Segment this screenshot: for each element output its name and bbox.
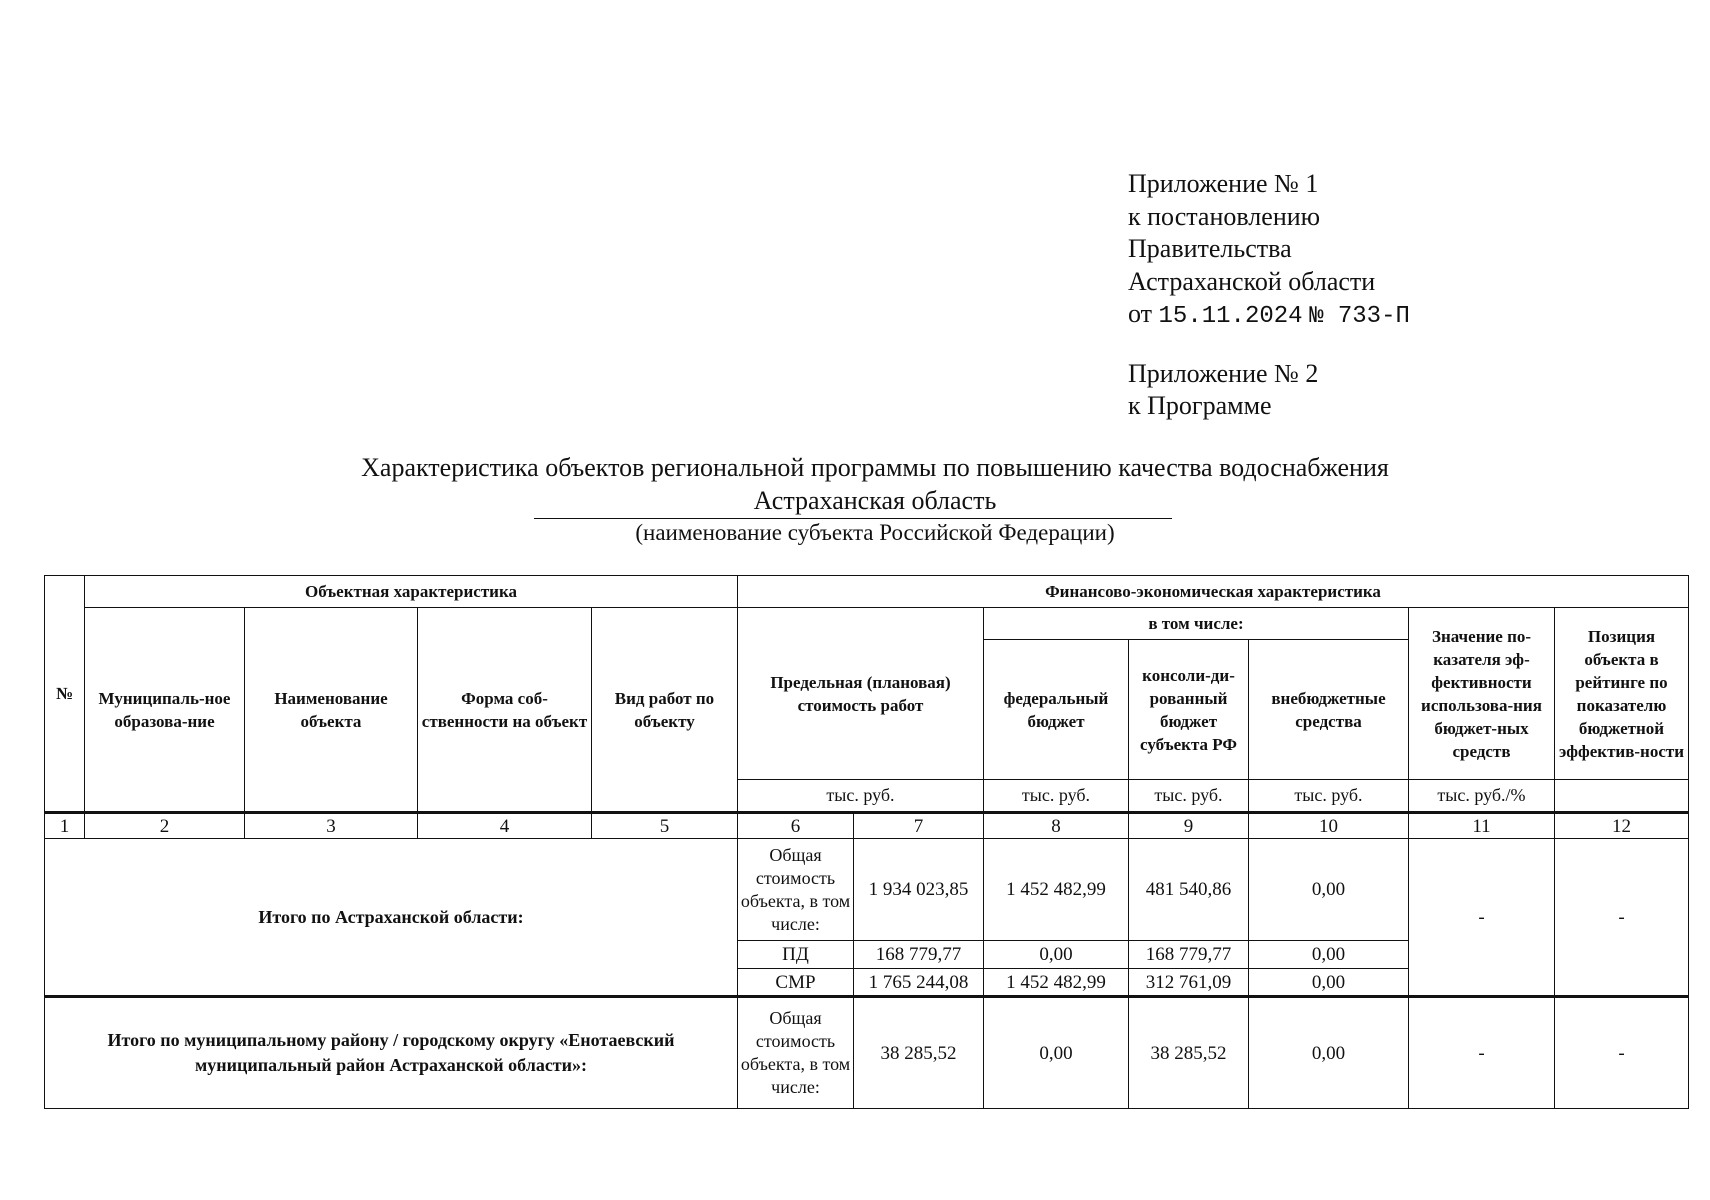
region-total-efficiency: - <box>1409 839 1555 997</box>
header-no: № <box>45 576 85 813</box>
column-number: 12 <box>1555 813 1689 839</box>
column-number: 1 <box>45 813 85 839</box>
header-efficiency: Значение по-казателя эф-фективности использова-ния бюджет-ных средств <box>1409 608 1555 780</box>
district-total-type: Общая стоимость объекта, в том числе: <box>738 997 854 1109</box>
unit-consolidated: тыс. руб. <box>1129 780 1249 813</box>
appendix2-line2: к Программе <box>1128 391 1272 420</box>
region-total-extrabudget: 0,00 <box>1249 839 1409 941</box>
column-number: 11 <box>1409 813 1555 839</box>
district-total-federal: 0,00 <box>984 997 1129 1109</box>
region-total-type: Общая стоимость объекта, в том числе: <box>738 839 854 941</box>
region-smr-type: СМР <box>738 969 854 997</box>
header-consolidated: консоли-ди-рованный бюджет субъекта РФ <box>1129 640 1249 780</box>
region-total-rating: - <box>1555 839 1689 997</box>
column-number: 8 <box>984 813 1129 839</box>
district-total-efficiency: - <box>1409 997 1555 1109</box>
region-smr-extrabudget: 0,00 <box>1249 969 1409 997</box>
document-title: Характеристика объектов региональной программы по повышению качества водоснабжения <box>361 453 1389 482</box>
appendix1-line1: Приложение № 1 <box>1128 169 1319 198</box>
unit-cost: тыс. руб. <box>738 780 984 813</box>
unit-efficiency: тыс. руб./% <box>1409 780 1555 813</box>
appendix1-line4: Астраханской области <box>1128 266 1376 296</box>
region-caption: (наименование субъекта Российской Федерации) <box>635 520 1115 545</box>
objects-table <box>44 575 1689 1109</box>
region-total-label: Итого по Астраханской области: <box>45 839 738 997</box>
appendix2-line1: Приложение № 2 <box>1128 358 1319 388</box>
district-total-extrabudget: 0,00 <box>1249 997 1409 1109</box>
appendix1-date-line <box>1128 298 1410 334</box>
date-prefix: от <box>1128 299 1153 328</box>
column-number: 6 <box>738 813 854 839</box>
header-finance-group: Финансово-экономическая характеристика <box>738 576 1689 608</box>
resolution-number: № 733-П <box>1309 303 1410 330</box>
header-ownership: Форма соб-ственности на объект <box>418 608 592 813</box>
region-total-consolidated: 481 540,86 <box>1129 839 1249 941</box>
column-number: 7 <box>854 813 984 839</box>
region-underline <box>534 518 1172 519</box>
region-pd-consolidated: 168 779,77 <box>1129 941 1249 969</box>
unit-extrabudget: тыс. руб. <box>1249 780 1409 813</box>
region-smr-consolidated: 312 761,09 <box>1129 969 1249 997</box>
column-number: 9 <box>1129 813 1249 839</box>
table-row <box>45 997 1689 1109</box>
district-total-label: Итого по муниципальному району / городскому округу «Енотаевский муниципальный район Астраханской области»: <box>45 997 738 1109</box>
region-pd-type: ПД <box>738 941 854 969</box>
header-federal: федеральный бюджет <box>984 640 1129 780</box>
unit-rating <box>1555 780 1689 813</box>
header-rating: Позиция объекта в рейтинге по показателю бюджетной эффектив-ности <box>1555 608 1689 780</box>
header-municipality: Муниципаль-ное образова-ние <box>85 608 245 813</box>
header-including: в том числе: <box>984 608 1409 640</box>
column-number: 5 <box>592 813 738 839</box>
column-number: 4 <box>418 813 592 839</box>
district-total-consolidated: 38 285,52 <box>1129 997 1249 1109</box>
header-max-cost: Предельная (плановая) стоимость работ <box>738 608 984 780</box>
header-extrabudget: внебюджетные средства <box>1249 640 1409 780</box>
region-pd-federal: 0,00 <box>984 941 1129 969</box>
header-object-name: Наименование объекта <box>245 608 418 813</box>
column-number: 10 <box>1249 813 1409 839</box>
header-work-type: Вид работ по объекту <box>592 608 738 813</box>
region-pd-cost: 168 779,77 <box>854 941 984 969</box>
resolution-date: 15.11.2024 <box>1158 303 1303 330</box>
column-number: 3 <box>245 813 418 839</box>
region-smr-federal: 1 452 482,99 <box>984 969 1129 997</box>
table-row <box>45 839 1689 941</box>
appendix-header <box>1128 168 1410 423</box>
district-total-cost: 38 285,52 <box>854 997 984 1109</box>
region-total-federal: 1 452 482,99 <box>984 839 1129 941</box>
region-pd-extrabudget: 0,00 <box>1249 941 1409 969</box>
region-smr-cost: 1 765 244,08 <box>854 969 984 997</box>
header-object-group: Объектная характеристика <box>85 576 738 608</box>
unit-federal: тыс. руб. <box>984 780 1129 813</box>
column-number: 2 <box>85 813 245 839</box>
region-total-cost: 1 934 023,85 <box>854 839 984 941</box>
appendix1-line2: к постановлению <box>1128 201 1321 231</box>
appendix1-line3: Правительства <box>1128 234 1292 263</box>
district-total-rating: - <box>1555 997 1689 1109</box>
region-name: Астраханская область <box>753 486 997 515</box>
